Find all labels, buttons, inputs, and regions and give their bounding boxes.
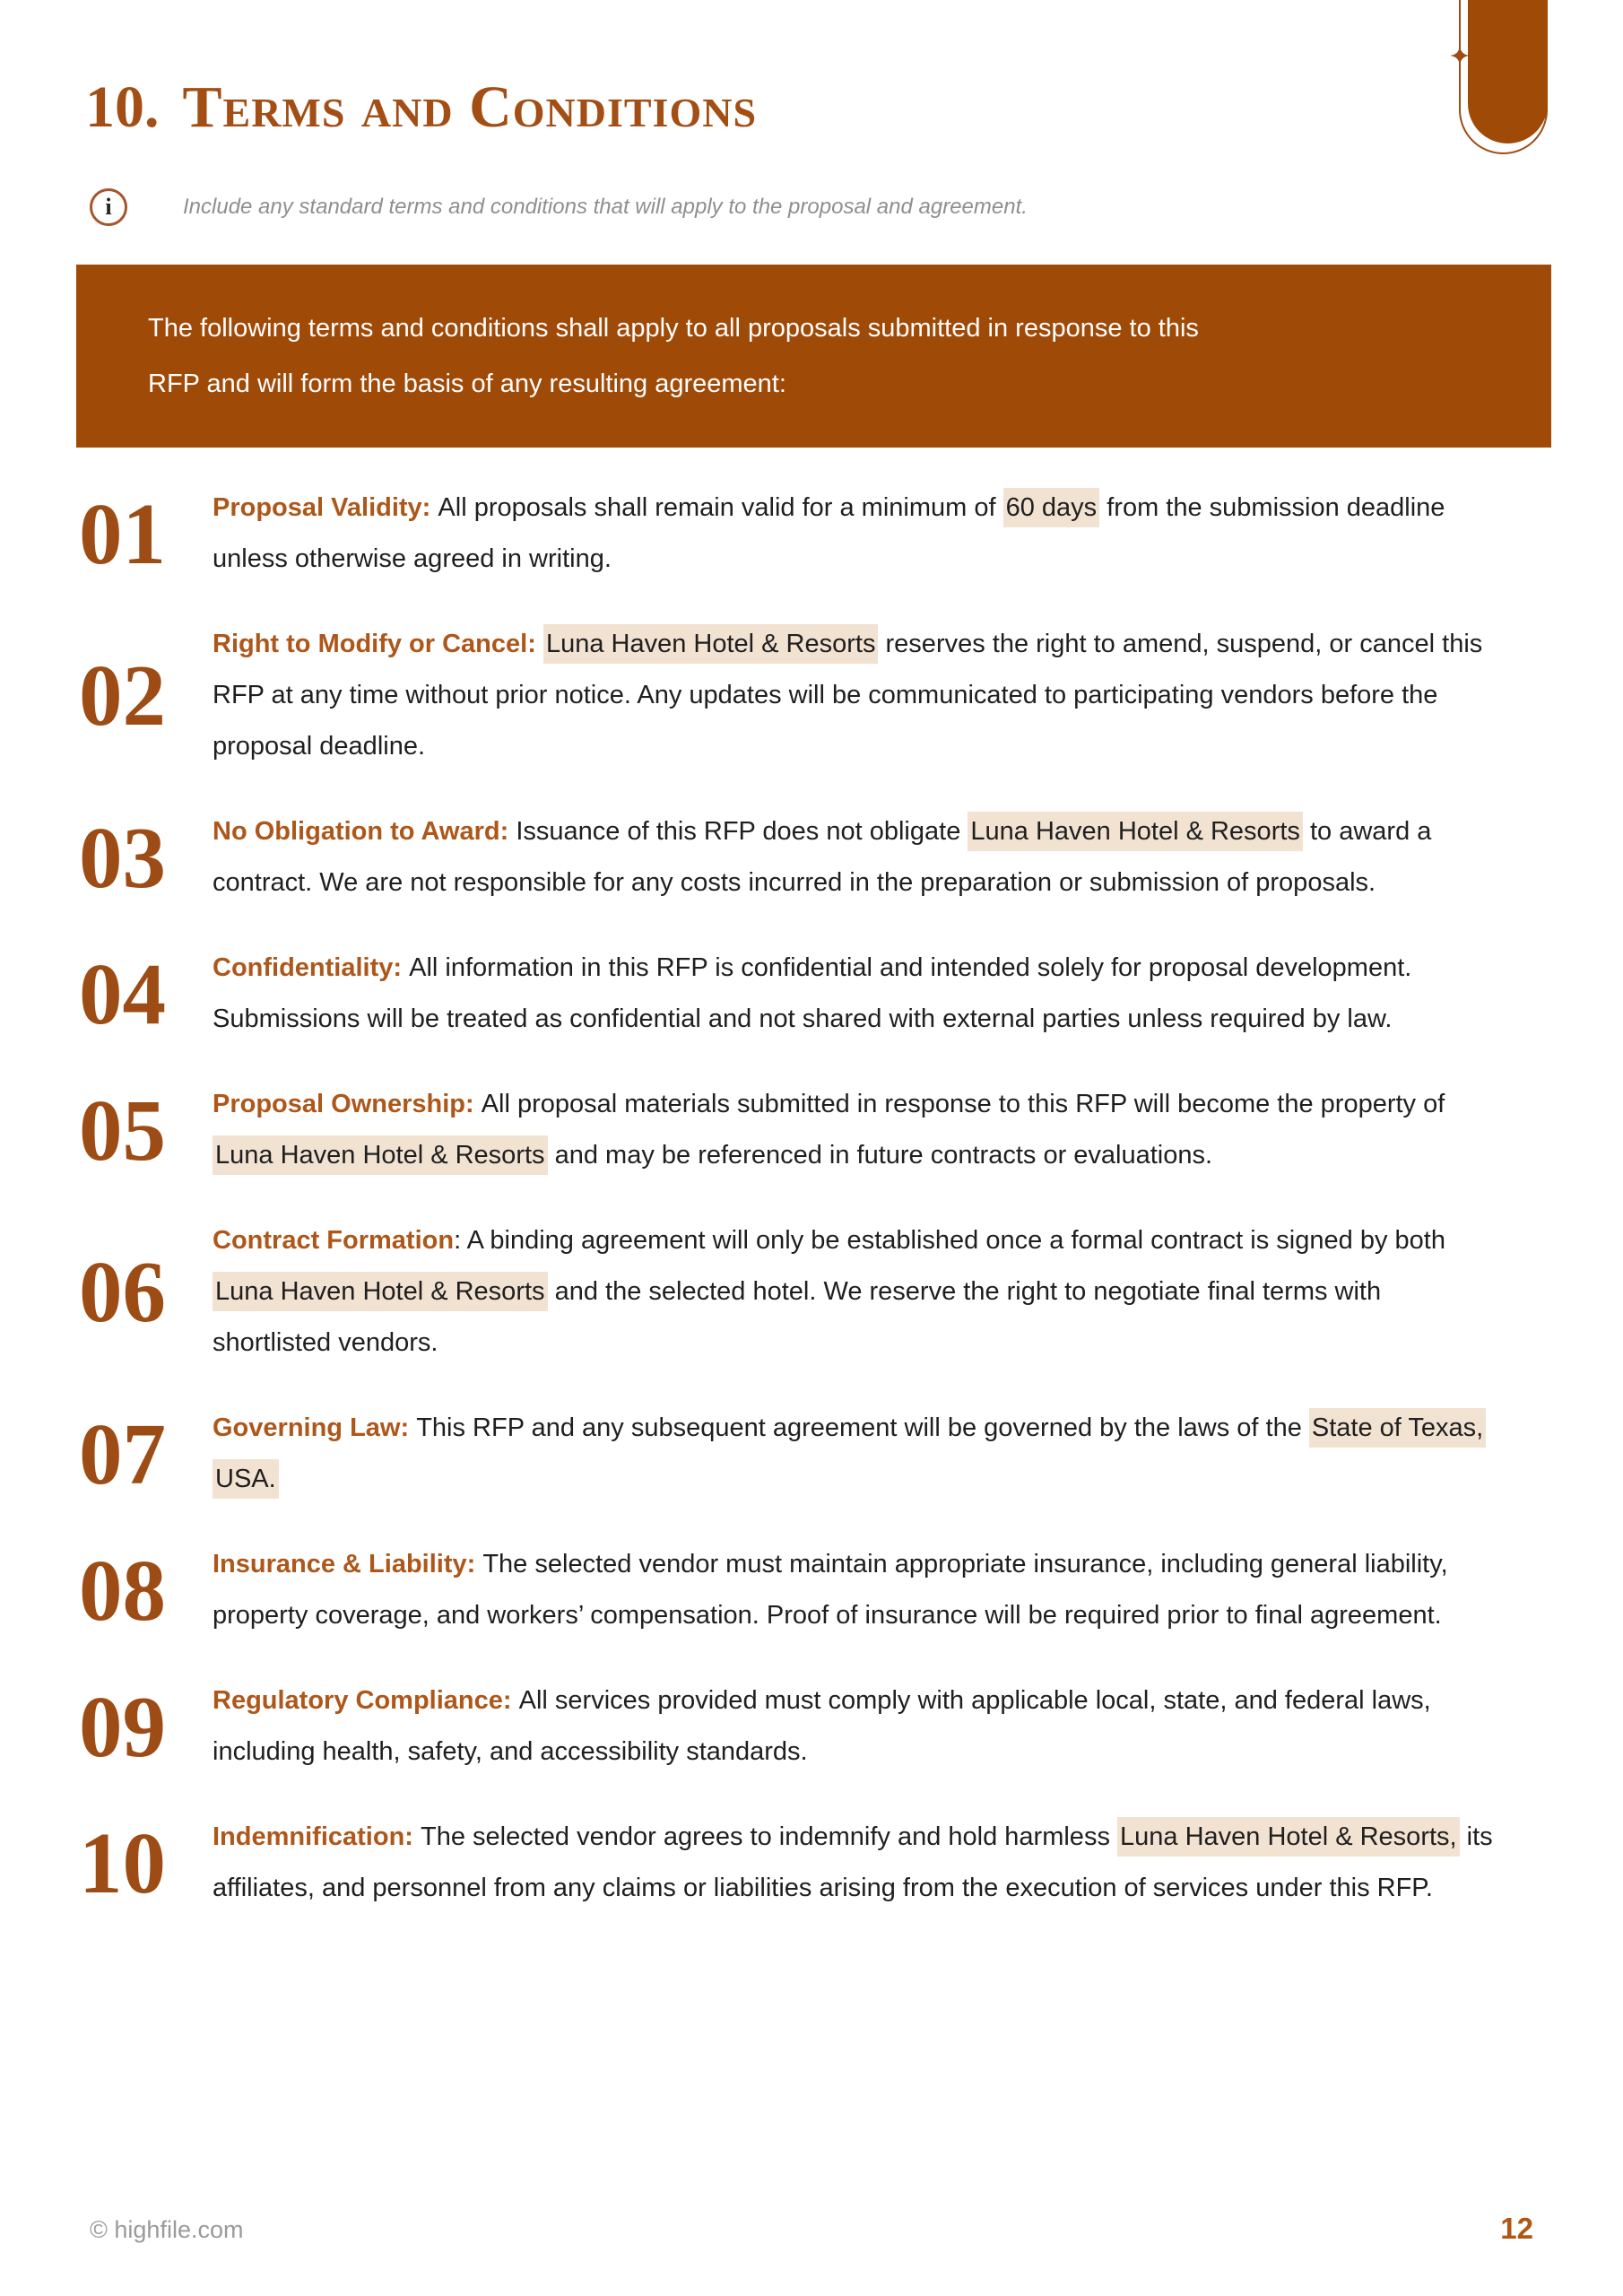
item-number: 08 (79, 1542, 166, 1639)
body-text: its affiliates, and personnel from any claims or liabilities arising from the execution of services under this RFP. (213, 1822, 1493, 1902)
body-text: : A binding agreement will only be established once a formal contract is signed by both (454, 1226, 1445, 1255)
highlighted-text: Luna Haven Hotel & Resorts (213, 1272, 548, 1311)
item-label: Insurance & Liability: (213, 1550, 483, 1578)
section-heading (85, 75, 757, 141)
body-text: to award a contract. We are not responsible for any costs incurred in the preparation or submission of proposals. (213, 817, 1432, 897)
item-paragraph (213, 1675, 1495, 1778)
item-paragraph (213, 1215, 1495, 1369)
item-label: Proposal Validity: (213, 493, 438, 522)
item-paragraph (213, 619, 1495, 772)
body-text: All proposal materials submitted in response to this RFP will become the property of (481, 1090, 1445, 1118)
item-text (213, 619, 1495, 772)
instruction-note (90, 188, 1028, 226)
item-text (213, 1079, 1495, 1181)
item-paragraph (213, 1812, 1495, 1914)
intro-banner (76, 265, 1551, 448)
highlighted-text: Luna Haven Hotel & Resorts (968, 812, 1303, 851)
highlighted-text: State of Texas, USA. (213, 1408, 1486, 1499)
item-label: Confidentiality: (213, 953, 410, 982)
terms-item (79, 1403, 1541, 1505)
intro-banner-text: The following terms and conditions shall apply to all proposals submitted in response to this RFP and will form the basis of any resulting agreement: (148, 314, 1199, 398)
body-text: All information in this RFP is confidential and intended solely for proposal development. Submissions will be treated as confidential and not shared with external parties unless required by law. (213, 953, 1412, 1033)
terms-list (79, 483, 1541, 1948)
item-number: 06 (79, 1244, 166, 1340)
body-text: All proposals shall remain valid for a minimum of (438, 493, 1003, 522)
body-text: The selected vendor must maintain appropriate insurance, including general liability, property coverage, and workers’ compensation. Proof of insurance will be required prior to final agreement. (213, 1550, 1448, 1630)
copyright: © highfile.com (90, 2216, 244, 2243)
item-text (213, 943, 1495, 1045)
page-number: 12 (1500, 2212, 1533, 2245)
section-number: 10. (85, 74, 160, 140)
info-icon: i (90, 188, 127, 226)
item-paragraph (213, 1403, 1495, 1505)
item-text (213, 1812, 1495, 1914)
item-label: Regulatory Compliance: (213, 1686, 519, 1715)
highlighted-text: Luna Haven Hotel & Resorts (213, 1135, 548, 1175)
item-paragraph (213, 1079, 1495, 1181)
item-number: 05 (79, 1082, 166, 1178)
item-label: Governing Law: (213, 1413, 417, 1442)
terms-item (79, 1079, 1541, 1181)
item-label: Indemnification: (213, 1822, 421, 1851)
item-text (213, 483, 1495, 585)
sparkle-icon (1450, 46, 1470, 65)
body-text: The selected vendor agrees to indemnify and hold harmless (421, 1822, 1117, 1851)
body-text: reserves the right to amend, suspend, or cancel this RFP at any time without prior notice. Any updates will be communicated to participating vendors before the proposal deadline. (213, 630, 1483, 761)
item-paragraph (213, 806, 1495, 909)
body-text: Issuance of this RFP does not obligate (516, 817, 968, 846)
item-text (213, 1403, 1495, 1505)
terms-item (79, 483, 1541, 585)
body-text: from the submission deadline unless otherwise agreed in writing. (213, 493, 1445, 573)
item-number: 07 (79, 1405, 166, 1502)
item-number: 03 (79, 809, 166, 906)
item-text (213, 1539, 1495, 1641)
terms-item (79, 619, 1541, 772)
instruction-note-text: Include any standard terms and conditions that will apply to the proposal and agreement. (183, 195, 1028, 219)
item-label: No Obligation to Award: (213, 817, 516, 846)
highlighted-text: Luna Haven Hotel & Resorts (543, 624, 879, 664)
terms-item (79, 943, 1541, 1045)
item-number: 02 (79, 648, 166, 744)
item-number: 04 (79, 945, 166, 1042)
item-paragraph (213, 1539, 1495, 1641)
item-paragraph (213, 483, 1495, 585)
item-number: 09 (79, 1678, 166, 1775)
highlighted-text: Luna Haven Hotel & Resorts, (1117, 1817, 1460, 1857)
body-text: This RFP and any subsequent agreement will be governed by the laws of the (416, 1413, 1309, 1442)
terms-item (79, 1675, 1541, 1778)
terms-item (79, 1539, 1541, 1641)
item-label: Contract Formation (213, 1226, 455, 1255)
terms-item (79, 1215, 1541, 1369)
body-text: All services provided must comply with applicable local, state, and federal laws, including health, safety, and accessibility standards. (213, 1686, 1431, 1766)
item-number: 10 (79, 1814, 166, 1911)
item-label: Right to Modify or Cancel: (213, 630, 543, 658)
terms-item (79, 1812, 1541, 1914)
body-text: and the selected hotel. We reserve the right to negotiate final terms with shortlisted vendors. (213, 1277, 1382, 1357)
item-number: 01 (79, 485, 166, 582)
page-title: Terms and Conditions (182, 74, 758, 140)
highlighted-text: 60 days (1003, 488, 1100, 527)
item-paragraph (213, 943, 1495, 1045)
decorative-capsule-filled (1468, 0, 1548, 144)
item-text (213, 1215, 1495, 1369)
terms-item (79, 806, 1541, 909)
body-text: and may be referenced in future contracts or evaluations. (547, 1141, 1213, 1170)
item-text (213, 1675, 1495, 1778)
item-text (213, 806, 1495, 909)
item-label: Proposal Ownership: (213, 1090, 482, 1118)
